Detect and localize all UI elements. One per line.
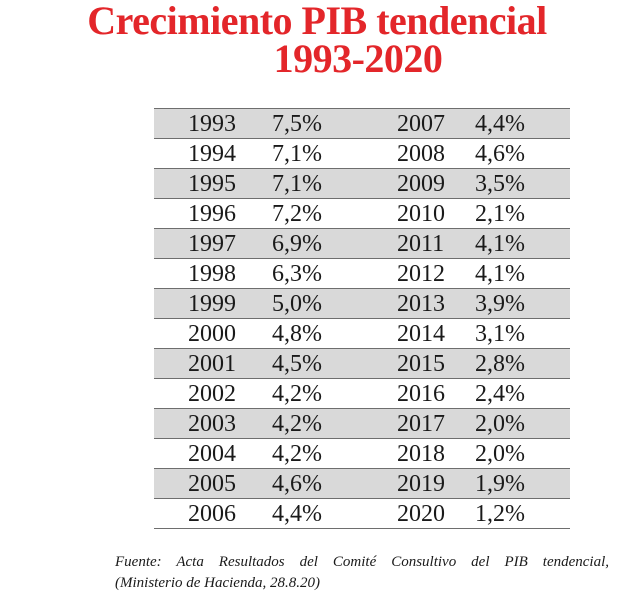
- year-cell: 2009: [397, 171, 445, 197]
- table-row: [154, 229, 570, 259]
- year-cell: 2013: [397, 291, 445, 317]
- gdp-growth-table: [154, 108, 570, 529]
- growth-value-cell: 4,6%: [272, 471, 322, 497]
- year-cell: 1999: [188, 291, 236, 317]
- growth-value-cell: 3,9%: [475, 291, 525, 317]
- growth-value-cell: 4,6%: [475, 141, 525, 167]
- growth-value-cell: 7,2%: [272, 201, 322, 227]
- year-cell: 2000: [188, 321, 236, 347]
- year-cell: 2011: [397, 231, 445, 257]
- year-cell: 2018: [397, 441, 445, 467]
- growth-value-cell: 2,8%: [475, 351, 525, 377]
- growth-value-cell: 7,1%: [272, 141, 322, 167]
- table-row: [154, 139, 570, 169]
- table-row: [154, 469, 570, 499]
- growth-value-cell: 4,2%: [272, 441, 322, 467]
- page-title: [0, 0, 634, 81]
- growth-value-cell: 6,3%: [272, 261, 322, 287]
- year-cell: 2016: [397, 381, 445, 407]
- growth-value-cell: 4,5%: [272, 351, 322, 377]
- growth-value-cell: 5,0%: [272, 291, 322, 317]
- year-cell: 2001: [188, 351, 236, 377]
- source-note: [115, 552, 609, 594]
- year-cell: 2014: [397, 321, 445, 347]
- growth-value-cell: 4,1%: [475, 261, 525, 287]
- source-line-2: (Ministerio de Hacienda, 28.8.20): [115, 575, 320, 591]
- table-row: [154, 109, 570, 139]
- growth-value-cell: 1,2%: [475, 501, 525, 527]
- table-row: [154, 319, 570, 349]
- year-cell: 1994: [188, 141, 236, 167]
- year-cell: 2004: [188, 441, 236, 467]
- growth-value-cell: 4,1%: [475, 231, 525, 257]
- year-cell: 1995: [188, 171, 236, 197]
- source-line-1: Fuente: Acta Resultados del Comité Consultivo del PIB tendencial,: [115, 554, 609, 570]
- growth-value-cell: 3,1%: [475, 321, 525, 347]
- title-line-2: 1993-2020: [273, 36, 443, 81]
- year-cell: 1996: [188, 201, 236, 227]
- year-cell: 2010: [397, 201, 445, 227]
- growth-value-cell: 4,8%: [272, 321, 322, 347]
- year-cell: 2019: [397, 471, 445, 497]
- year-cell: 2012: [397, 261, 445, 287]
- growth-value-cell: 1,9%: [475, 471, 525, 497]
- growth-value-cell: 3,5%: [475, 171, 525, 197]
- growth-value-cell: 4,2%: [272, 411, 322, 437]
- growth-value-cell: 4,4%: [475, 111, 525, 137]
- table-row: [154, 379, 570, 409]
- year-cell: 2005: [188, 471, 236, 497]
- growth-value-cell: 2,0%: [475, 441, 525, 467]
- growth-value-cell: 4,4%: [272, 501, 322, 527]
- table-row: [154, 289, 570, 319]
- year-cell: 2008: [397, 141, 445, 167]
- year-cell: 2003: [188, 411, 236, 437]
- year-cell: 1997: [188, 231, 236, 257]
- table-row: [154, 199, 570, 229]
- growth-value-cell: 2,1%: [475, 201, 525, 227]
- table-row: [154, 169, 570, 199]
- year-cell: 2020: [397, 501, 445, 527]
- year-cell: 2006: [188, 501, 236, 527]
- growth-value-cell: 7,1%: [272, 171, 322, 197]
- year-cell: 2007: [397, 111, 445, 137]
- year-cell: 2017: [397, 411, 445, 437]
- growth-value-cell: 2,0%: [475, 411, 525, 437]
- year-cell: 1998: [188, 261, 236, 287]
- table-row: [154, 349, 570, 379]
- growth-value-cell: 2,4%: [475, 381, 525, 407]
- year-cell: 2002: [188, 381, 236, 407]
- year-cell: 1993: [188, 111, 236, 137]
- table-row: [154, 499, 570, 529]
- growth-value-cell: 6,9%: [272, 231, 322, 257]
- table-row: [154, 409, 570, 439]
- table-row: [154, 439, 570, 469]
- growth-value-cell: 7,5%: [272, 111, 322, 137]
- growth-value-cell: 4,2%: [272, 381, 322, 407]
- year-cell: 2015: [397, 351, 445, 377]
- table-row: [154, 259, 570, 289]
- title-line-1: Crecimiento PIB tendencial: [87, 0, 547, 43]
